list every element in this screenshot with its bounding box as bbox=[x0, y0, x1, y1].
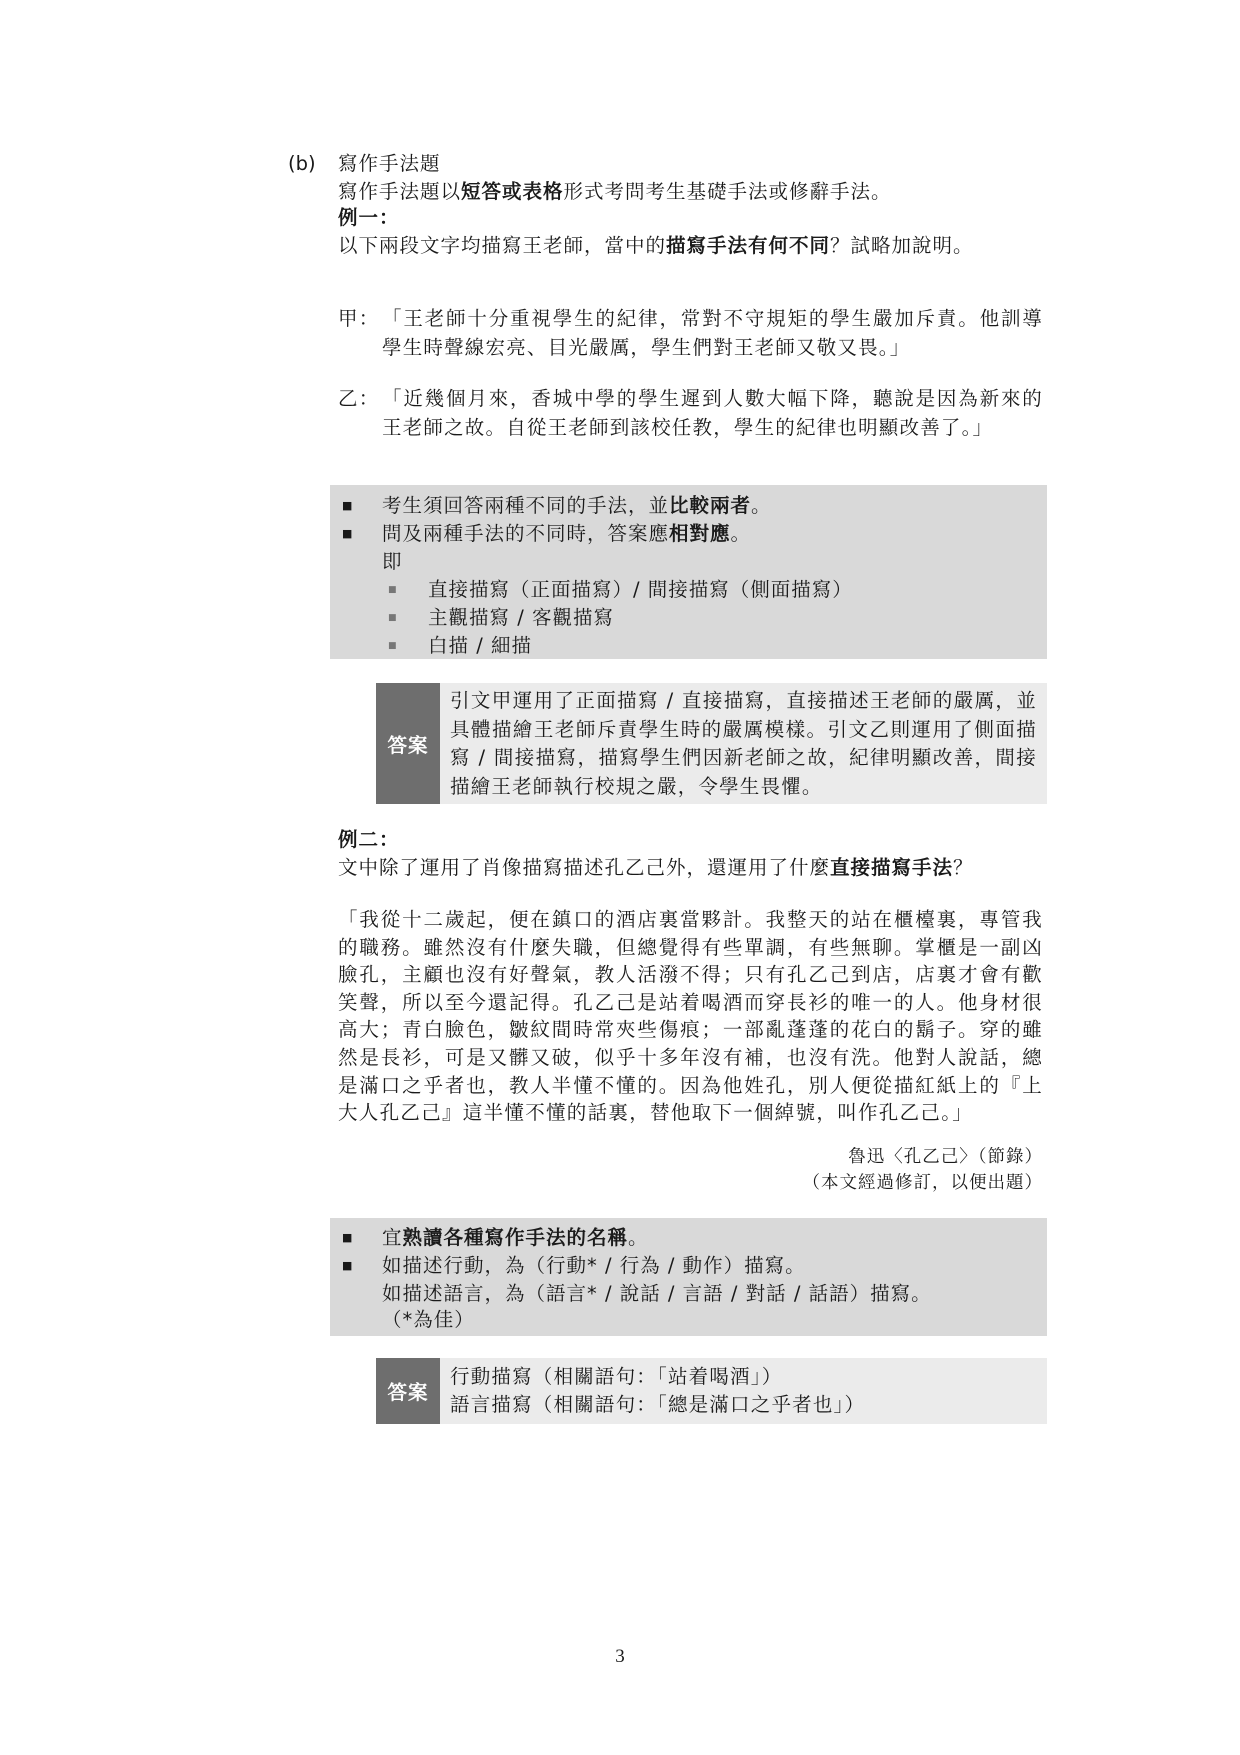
passage-source: 魯迅〈孔乙己〉（節錄） bbox=[848, 1147, 1043, 1167]
intro-text: 寫作手法題以 bbox=[338, 180, 462, 203]
bullet-icon: ■ bbox=[342, 1259, 353, 1272]
tip-item-line: 如描述語言，為（語言* / 說話 / 言語 / 對話 / 話語）描寫。 bbox=[382, 1282, 932, 1305]
intro-text-end: 形式考問考生基礎手法或修辭手法。 bbox=[563, 180, 892, 203]
sub-bullet-icon: ■ bbox=[388, 613, 397, 623]
example2-tips-box bbox=[330, 1218, 1047, 1336]
example1-answer-box bbox=[376, 683, 1047, 804]
bullet-icon: ■ bbox=[342, 499, 353, 512]
tip-item bbox=[382, 1224, 649, 1252]
question-text-end: ？ bbox=[953, 856, 974, 879]
tip-item: 如描述行動，為（行動* / 行為 / 動作）描寫。 bbox=[382, 1254, 806, 1277]
tip-text: 問及兩種手法的不同時，答案應 bbox=[382, 522, 670, 545]
section-label: (b) bbox=[288, 152, 316, 175]
sub-bullet-icon: ■ bbox=[388, 641, 397, 651]
tip-item bbox=[382, 492, 772, 520]
answer-text: 引文甲運用了正面描寫 / 直接描寫，直接描述王老師的嚴厲，並具體描繪王老師斥責學生時的嚴厲模樣。引文乙則運用了側面描寫 / 間接描寫，描寫學生們因新老師之故，紀律明顯改善，間接描繪王老師執行校規之嚴，令學生畏懼。 bbox=[450, 689, 1037, 798]
passage-source-note: （本文經過修訂，以便出題） bbox=[802, 1173, 1043, 1193]
example1-tips-box bbox=[330, 485, 1047, 659]
excerpt-passage: 「我從十二歲起，便在鎮口的酒店裏當夥計。我整天的站在櫃檯裏，專管我的職務。雖然沒有什麼失職，但總覺得有些單調，有些無聊。掌櫃是一副凶臉孔，主顧也沒有好聲氣，教人活潑不得；只有孔乙己到店，店裏才會有歡笑聲，所以至今還記得。孔乙己是站着喝酒而穿長衫的唯一的人。他身材很高大；青白臉色，皺紋間時常夾些傷痕；一部亂蓬蓬的花白的鬍子。穿的雖然是長衫，可是又髒又破，似乎十多年沒有補，也沒有洗。他對人說話，總是滿口之乎者也，教人半懂不懂的。因為他姓孔，別人便從描紅紙上的『上大人孔乙己』這半懂不懂的話裏，替他取下一個綽號，叫作孔乙己。」 bbox=[338, 908, 1043, 1125]
tip-text: 宜 bbox=[382, 1226, 403, 1249]
section-intro bbox=[338, 178, 892, 206]
bullet-icon: ■ bbox=[342, 1231, 353, 1244]
question-text: 文中除了運用了肖像描寫描述孔乙己外，還運用了什麼 bbox=[338, 856, 831, 879]
example1-question bbox=[338, 232, 1043, 260]
answer-line: 語言描寫（相關語句：「總是滿口之乎者也」） bbox=[450, 1393, 866, 1416]
tip-sub-label: 即 bbox=[382, 550, 403, 573]
tip-item-note: （*為佳） bbox=[382, 1308, 475, 1331]
tip-text-end: 。 bbox=[628, 1226, 649, 1249]
quote-a-tag: 甲： bbox=[338, 307, 380, 330]
sub-bullet-icon: ■ bbox=[388, 585, 397, 595]
intro-bold-text: 短答或表格 bbox=[461, 180, 564, 203]
quote-b-text: 「近幾個月來，香城中學的學生遲到人數大幅下降，聽說是因為新來的王老師之故。自從王老師到該校任教，學生的紀律也明顯改善了。」 bbox=[382, 387, 1043, 439]
question-bold-text: 直接描寫手法 bbox=[830, 856, 954, 879]
bullet-icon: ■ bbox=[342, 527, 353, 540]
tip-bold-text: 相對應 bbox=[669, 522, 731, 545]
question-text: 以下兩段文字均描寫王老師，當中的 bbox=[338, 234, 667, 257]
section-title: 寫作手法題 bbox=[338, 152, 441, 175]
quote-b-tag: 乙： bbox=[338, 387, 380, 410]
example2-question bbox=[338, 854, 1043, 882]
answer-line: 行動描寫（相關語句：「站着喝酒」） bbox=[450, 1365, 783, 1388]
page-number: 3 bbox=[615, 1646, 625, 1667]
tip-text-end: 。 bbox=[730, 522, 752, 545]
tip-sub-item: 白描 / 細描 bbox=[428, 634, 532, 657]
tip-item bbox=[382, 520, 751, 548]
tip-sub-item: 直接描寫（正面描寫）/ 間接描寫（側面描寫） bbox=[428, 578, 853, 601]
tip-sub-item: 主觀描寫 / 客觀描寫 bbox=[428, 606, 614, 629]
tip-text-end: 。 bbox=[751, 494, 772, 517]
tip-text: 考生須回答兩種不同的手法，並 bbox=[382, 494, 670, 517]
example1-heading: 例一： bbox=[338, 206, 400, 229]
question-text-end: ？試略加說明。 bbox=[830, 234, 974, 257]
example2-answer-box bbox=[376, 1358, 1047, 1424]
tip-bold-text: 比較兩者 bbox=[669, 494, 752, 517]
answer-text bbox=[450, 1363, 1037, 1419]
quote-a-text: 「王老師十分重視學生的紀律，常對不守規矩的學生嚴加斥責。他訓導學生時聲線宏亮、目光嚴厲，學生們對王老師又敬又畏。」 bbox=[382, 307, 1043, 359]
tip-bold-text: 熟讀各種寫作手法的名稱 bbox=[402, 1226, 629, 1249]
example2-heading: 例二： bbox=[338, 828, 400, 851]
answer-tag: 答案 bbox=[376, 1358, 440, 1424]
question-bold-text: 描寫手法有何不同 bbox=[666, 234, 831, 257]
answer-tag: 答案 bbox=[376, 683, 440, 804]
